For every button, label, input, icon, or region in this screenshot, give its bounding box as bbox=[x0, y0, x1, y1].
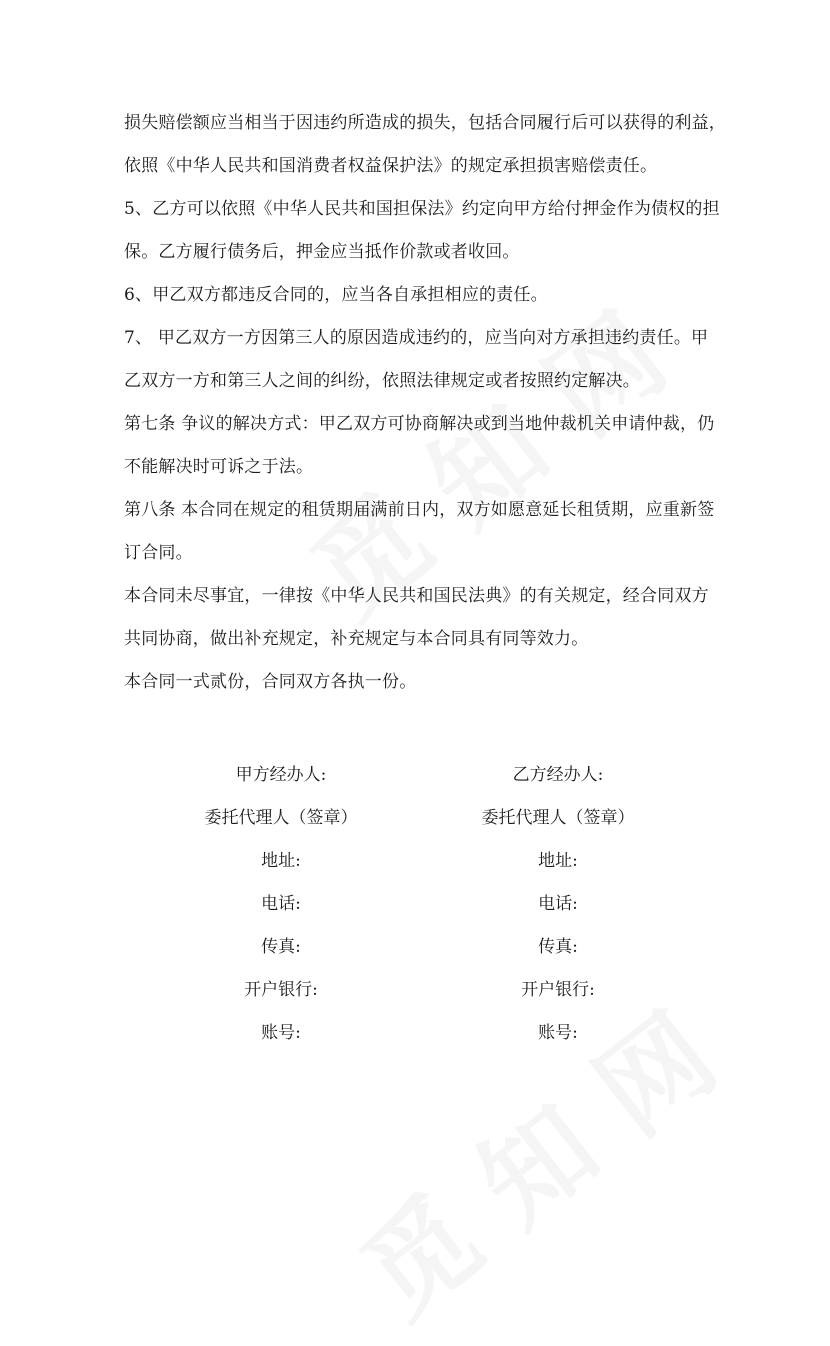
paragraph-line: 第七条 争议的解决方式：甲乙双方可协商解决或到当地仲裁机关申请仲裁，仍 bbox=[124, 414, 715, 434]
party-b-handler-label: 乙方经办人: bbox=[512, 765, 604, 785]
party-a-bank-label: 开户银行: bbox=[244, 980, 318, 1000]
party-b-fax-label: 传真: bbox=[538, 937, 578, 957]
paragraph-line: 第八条 本合同在规定的租赁期届满前日内，双方如愿意延长租赁期，应重新签 bbox=[124, 500, 715, 520]
party-b-phone-label: 电话: bbox=[538, 894, 578, 914]
paragraph-line: 保。乙方履行债务后，押金应当抵作价款或者收回。 bbox=[124, 242, 520, 262]
paragraph-line: 本合同一式贰份，合同双方各执一份。 bbox=[124, 672, 417, 692]
paragraph-line: 依照《中华人民共和国消费者权益保护法》的规定承担损害赔偿责任。 bbox=[124, 156, 658, 176]
party-b-address-label: 地址: bbox=[538, 851, 578, 871]
party-a-address-label: 地址: bbox=[261, 851, 301, 871]
party-a-phone-label: 电话: bbox=[261, 894, 301, 914]
paragraph-line: 共同协商，做出补充规定，补充规定与本合同具有同等效力。 bbox=[124, 629, 589, 649]
party-b-bank-label: 开户银行: bbox=[521, 980, 595, 1000]
paragraph-line: 订合同。 bbox=[124, 543, 193, 563]
paragraph-line: 6、甲乙双方都违反合同的，应当各自承担相应的责任。 bbox=[124, 285, 548, 305]
party-a-agent-label: 委托代理人（签章） bbox=[204, 808, 358, 828]
party-a-fax-label: 传真: bbox=[261, 937, 301, 957]
paragraph-line: 7、 甲乙双方一方因第三人的原因造成违约的，应当向对方承担违约责任。甲 bbox=[124, 328, 709, 348]
paragraph-line: 乙双方一方和第三人之间的纠纷，依照法律规定或者按照约定解决。 bbox=[124, 371, 640, 391]
party-a-handler-label: 甲方经办人: bbox=[235, 765, 327, 785]
paragraph-line: 5、乙方可以依照《中华人民共和国担保法》约定向甲方给付押金作为债权的担 bbox=[124, 199, 720, 219]
paragraph-line: 损失赔偿额应当相当于因违约所造成的损失，包括合同履行后可以获得的利益， bbox=[124, 113, 726, 133]
paragraph-line: 本合同未尽事宜，一律按《中华人民共和国民法典》的有关规定，经合同双方 bbox=[124, 586, 709, 606]
party-a-account-label: 账号: bbox=[261, 1023, 301, 1043]
paragraph-line: 不能解决时可诉之于法。 bbox=[124, 457, 314, 477]
party-b-agent-label: 委托代理人（签章） bbox=[481, 808, 635, 828]
party-b-account-label: 账号: bbox=[538, 1023, 578, 1043]
